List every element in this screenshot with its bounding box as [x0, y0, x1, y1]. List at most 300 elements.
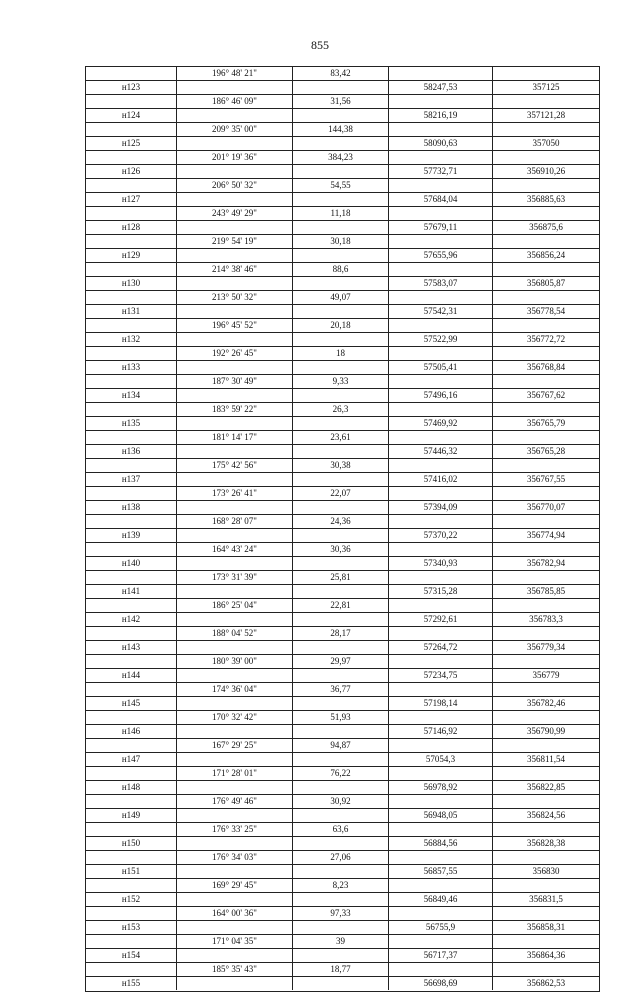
empty-cell: [388, 263, 492, 276]
empty-cell: [388, 207, 492, 220]
y-coordinate-cell: 357121,28: [492, 109, 599, 122]
point-row: [86, 921, 599, 935]
segment-row: [86, 935, 599, 949]
empty-cell: [388, 907, 492, 920]
empty-cell: [388, 123, 492, 136]
segment-length-cell: 76,22: [292, 767, 388, 780]
x-coordinate-cell: 57655,96: [388, 249, 492, 262]
point-name-cell: н143: [121, 642, 141, 652]
y-coordinate-cell: 356864,36: [492, 949, 599, 962]
empty-cell: [176, 697, 292, 710]
point-row: [86, 473, 599, 487]
empty-cell: [86, 235, 176, 248]
point-row: [86, 221, 599, 235]
page-number: 855: [311, 38, 329, 52]
segment-length-cell: 25,81: [292, 571, 388, 584]
empty-cell: [86, 123, 176, 136]
x-coordinate-cell: 57234,75: [388, 669, 492, 682]
point-name-cell: н131: [121, 306, 141, 316]
x-coordinate-cell: 57416,02: [388, 473, 492, 486]
empty-cell: [86, 599, 176, 612]
empty-cell: [176, 557, 292, 570]
point-row: [86, 361, 599, 375]
empty-cell: [176, 977, 292, 990]
y-coordinate-cell: 356770,07: [492, 501, 599, 514]
table-row: [86, 739, 599, 767]
table-row: [86, 655, 599, 683]
empty-cell: [86, 207, 176, 220]
segment-row: [86, 123, 599, 137]
y-coordinate-cell: 356779: [492, 669, 599, 682]
empty-cell: [388, 823, 492, 836]
segment-length-cell: 29,97: [292, 655, 388, 668]
empty-cell: [86, 403, 176, 416]
direction-angle-cell: 219° 54' 19": [176, 235, 292, 248]
y-coordinate-cell: 356862,53: [492, 977, 599, 990]
point-name-cell: н133: [121, 362, 141, 372]
empty-cell: [292, 109, 388, 122]
point-name-cell: н128: [121, 222, 141, 232]
empty-cell: [176, 221, 292, 234]
point-name-cell: н146: [121, 726, 141, 736]
empty-cell: [292, 557, 388, 570]
segment-length-cell: 22,07: [292, 487, 388, 500]
y-coordinate-cell: 356765,79: [492, 417, 599, 430]
y-coordinate-cell: 357050: [492, 137, 599, 150]
empty-cell: [388, 851, 492, 864]
empty-cell: [86, 795, 176, 808]
point-row: [86, 837, 599, 851]
y-coordinate-cell: 356785,85: [492, 585, 599, 598]
empty-cell: [492, 151, 599, 164]
y-coordinate-cell: 356774,94: [492, 529, 599, 542]
segment-row: [86, 235, 599, 249]
empty-cell: [492, 291, 599, 304]
segment-row: [86, 571, 599, 585]
empty-cell: [492, 347, 599, 360]
empty-cell: [388, 67, 492, 80]
y-coordinate-cell: 356778,54: [492, 305, 599, 318]
y-coordinate-cell: 356910,26: [492, 165, 599, 178]
table-row: [86, 711, 599, 739]
x-coordinate-cell: 56717,37: [388, 949, 492, 962]
table-row: [86, 235, 599, 263]
empty-cell: [86, 739, 176, 752]
empty-cell: [176, 585, 292, 598]
empty-cell: [176, 389, 292, 402]
empty-cell: [86, 683, 176, 696]
segment-length-cell: 39: [292, 935, 388, 948]
empty-cell: [492, 851, 599, 864]
direction-angle-cell: 213° 50' 32": [176, 291, 292, 304]
x-coordinate-cell: 57679,11: [388, 221, 492, 234]
empty-cell: [86, 963, 176, 976]
direction-angle-cell: 186° 25' 04": [176, 599, 292, 612]
point-name-cell: н151: [121, 866, 141, 876]
y-coordinate-cell: 356885,63: [492, 193, 599, 206]
point-name-cell: н132: [121, 334, 141, 344]
x-coordinate-cell: 58247,53: [388, 81, 492, 94]
point-name-cell: н144: [121, 670, 141, 680]
coordinates-table: [85, 66, 600, 992]
segment-length-cell: 18: [292, 347, 388, 360]
table-row: [86, 207, 599, 235]
y-coordinate-cell: 356875,6: [492, 221, 599, 234]
empty-cell: [176, 81, 292, 94]
empty-cell: [86, 179, 176, 192]
y-coordinate-cell: 357125: [492, 81, 599, 94]
table-row: [86, 543, 599, 571]
table-row: [86, 487, 599, 515]
empty-cell: [492, 487, 599, 500]
empty-cell: [292, 613, 388, 626]
point-name-cell: н126: [121, 166, 141, 176]
direction-angle-cell: 188° 04' 52": [176, 627, 292, 640]
empty-cell: [176, 725, 292, 738]
segment-length-cell: 63,6: [292, 823, 388, 836]
empty-cell: [86, 823, 176, 836]
empty-cell: [86, 711, 176, 724]
segment-length-cell: 9,33: [292, 375, 388, 388]
y-coordinate-cell: 356824,56: [492, 809, 599, 822]
direction-angle-cell: 196° 48' 21": [176, 67, 292, 80]
empty-cell: [176, 753, 292, 766]
table-row: [86, 263, 599, 291]
point-name-cell: н147: [121, 754, 141, 764]
empty-cell: [86, 515, 176, 528]
point-row: [86, 277, 599, 291]
empty-cell: [292, 193, 388, 206]
direction-angle-cell: 176° 33' 25": [176, 823, 292, 836]
direction-angle-cell: 214° 38' 46": [176, 263, 292, 276]
empty-cell: [292, 305, 388, 318]
segment-row: [86, 767, 599, 781]
empty-cell: [292, 529, 388, 542]
segment-length-cell: 30,18: [292, 235, 388, 248]
table-row: [86, 375, 599, 403]
x-coordinate-cell: 56849,46: [388, 893, 492, 906]
point-name-cell: н148: [121, 782, 141, 792]
empty-cell: [292, 333, 388, 346]
y-coordinate-cell: 356831,5: [492, 893, 599, 906]
x-coordinate-cell: 57292,61: [388, 613, 492, 626]
empty-cell: [388, 487, 492, 500]
empty-cell: [388, 235, 492, 248]
empty-cell: [388, 403, 492, 416]
y-coordinate-cell: 356782,46: [492, 697, 599, 710]
segment-row: [86, 683, 599, 697]
empty-cell: [492, 459, 599, 472]
empty-cell: [176, 529, 292, 542]
direction-angle-cell: 173° 31' 39": [176, 571, 292, 584]
segment-row: [86, 795, 599, 809]
point-row: [86, 193, 599, 207]
empty-cell: [388, 95, 492, 108]
empty-cell: [292, 753, 388, 766]
point-name-cell: н141: [121, 586, 141, 596]
x-coordinate-cell: 58216,19: [388, 109, 492, 122]
empty-cell: [388, 879, 492, 892]
table-row: [86, 879, 599, 907]
segment-row: [86, 431, 599, 445]
y-coordinate-cell: 356765,28: [492, 445, 599, 458]
empty-cell: [176, 949, 292, 962]
empty-cell: [292, 361, 388, 374]
point-name-cell: н140: [121, 558, 141, 568]
point-row: [86, 305, 599, 319]
empty-cell: [388, 543, 492, 556]
empty-cell: [176, 781, 292, 794]
direction-angle-cell: 168° 28' 07": [176, 515, 292, 528]
point-row: [86, 137, 599, 151]
x-coordinate-cell: 57496,16: [388, 389, 492, 402]
direction-angle-cell: 176° 49' 46": [176, 795, 292, 808]
x-coordinate-cell: 56857,55: [388, 865, 492, 878]
segment-length-cell: 83,42: [292, 67, 388, 80]
segment-length-cell: 23,61: [292, 431, 388, 444]
point-name-cell: н139: [121, 530, 141, 540]
empty-cell: [492, 655, 599, 668]
empty-cell: [86, 375, 176, 388]
table-row: [86, 319, 599, 347]
direction-angle-cell: 201° 19' 36": [176, 151, 292, 164]
empty-cell: [492, 207, 599, 220]
direction-angle-cell: 164° 43' 24": [176, 543, 292, 556]
empty-cell: [388, 319, 492, 332]
x-coordinate-cell: 56978,92: [388, 781, 492, 794]
direction-angle-cell: 176° 34' 03": [176, 851, 292, 864]
empty-cell: [176, 669, 292, 682]
empty-cell: [492, 879, 599, 892]
empty-cell: [388, 459, 492, 472]
empty-cell: [388, 179, 492, 192]
empty-cell: [86, 319, 176, 332]
empty-cell: [492, 907, 599, 920]
x-coordinate-cell: 57264,72: [388, 641, 492, 654]
segment-row: [86, 963, 599, 977]
point-row: [86, 977, 599, 991]
empty-cell: [176, 277, 292, 290]
empty-cell: [176, 641, 292, 654]
direction-angle-cell: 180° 39' 00": [176, 655, 292, 668]
empty-cell: [292, 781, 388, 794]
empty-cell: [176, 921, 292, 934]
empty-cell: [388, 151, 492, 164]
point-row: [86, 249, 599, 263]
table-row: [86, 459, 599, 487]
segment-length-cell: 49,07: [292, 291, 388, 304]
empty-cell: [492, 599, 599, 612]
table-row: [86, 123, 599, 151]
segment-length-cell: 31,56: [292, 95, 388, 108]
empty-cell: [176, 809, 292, 822]
empty-cell: [176, 249, 292, 262]
point-name-cell: н135: [121, 418, 141, 428]
empty-cell: [388, 739, 492, 752]
segment-length-cell: 36,77: [292, 683, 388, 696]
empty-cell: [176, 193, 292, 206]
empty-cell: [86, 879, 176, 892]
direction-angle-cell: 181° 14' 17": [176, 431, 292, 444]
point-name-cell: н137: [121, 474, 141, 484]
point-row: [86, 81, 599, 95]
table-row: [86, 963, 599, 991]
empty-cell: [492, 823, 599, 836]
table-row: [86, 431, 599, 459]
segment-row: [86, 263, 599, 277]
y-coordinate-cell: 356822,85: [492, 781, 599, 794]
point-row: [86, 445, 599, 459]
empty-cell: [176, 613, 292, 626]
segment-length-cell: 54,55: [292, 179, 388, 192]
direction-angle-cell: 164° 00' 36": [176, 907, 292, 920]
table-row: [86, 179, 599, 207]
segment-row: [86, 459, 599, 473]
empty-cell: [388, 375, 492, 388]
direction-angle-cell: 196° 45' 52": [176, 319, 292, 332]
y-coordinate-cell: 356767,55: [492, 473, 599, 486]
y-coordinate-cell: 356772,72: [492, 333, 599, 346]
x-coordinate-cell: 56884,56: [388, 837, 492, 850]
empty-cell: [292, 697, 388, 710]
empty-cell: [86, 907, 176, 920]
empty-cell: [86, 263, 176, 276]
segment-row: [86, 655, 599, 669]
empty-cell: [292, 725, 388, 738]
table-row: [86, 95, 599, 123]
point-row: [86, 501, 599, 515]
y-coordinate-cell: 356767,62: [492, 389, 599, 402]
table-row: [86, 151, 599, 179]
segment-row: [86, 739, 599, 753]
empty-cell: [292, 389, 388, 402]
point-row: [86, 753, 599, 767]
empty-cell: [388, 935, 492, 948]
empty-cell: [86, 627, 176, 640]
empty-cell: [292, 893, 388, 906]
direction-angle-cell: 170° 32' 42": [176, 711, 292, 724]
table-row: [86, 935, 599, 963]
direction-angle-cell: 187° 30' 49": [176, 375, 292, 388]
x-coordinate-cell: 57340,93: [388, 557, 492, 570]
table-row: [86, 683, 599, 711]
segment-length-cell: 51,93: [292, 711, 388, 724]
segment-row: [86, 403, 599, 417]
empty-cell: [292, 501, 388, 514]
point-name-cell: н136: [121, 446, 141, 456]
empty-cell: [292, 837, 388, 850]
y-coordinate-cell: 356856,24: [492, 249, 599, 262]
segment-row: [86, 375, 599, 389]
empty-cell: [292, 473, 388, 486]
x-coordinate-cell: 57198,14: [388, 697, 492, 710]
point-name-cell: н129: [121, 250, 141, 260]
empty-cell: [388, 795, 492, 808]
point-row: [86, 641, 599, 655]
direction-angle-cell: 243° 49' 29": [176, 207, 292, 220]
empty-cell: [492, 235, 599, 248]
segment-length-cell: 11,18: [292, 207, 388, 220]
point-row: [86, 333, 599, 347]
empty-cell: [388, 291, 492, 304]
segment-row: [86, 347, 599, 361]
direction-angle-cell: 183° 59' 22": [176, 403, 292, 416]
direction-angle-cell: 173° 26' 41": [176, 487, 292, 500]
point-row: [86, 585, 599, 599]
empty-cell: [176, 137, 292, 150]
segment-row: [86, 879, 599, 893]
empty-cell: [86, 67, 176, 80]
empty-cell: [292, 277, 388, 290]
segment-row: [86, 291, 599, 305]
x-coordinate-cell: 57542,31: [388, 305, 492, 318]
empty-cell: [492, 95, 599, 108]
empty-cell: [492, 795, 599, 808]
direction-angle-cell: 171° 04' 35": [176, 935, 292, 948]
table-row: [86, 403, 599, 431]
empty-cell: [292, 865, 388, 878]
segment-row: [86, 823, 599, 837]
empty-cell: [292, 165, 388, 178]
empty-cell: [492, 123, 599, 136]
table-row: [86, 515, 599, 543]
point-name-cell: н134: [121, 390, 141, 400]
empty-cell: [492, 683, 599, 696]
empty-cell: [492, 627, 599, 640]
table-row: [86, 767, 599, 795]
point-row: [86, 557, 599, 571]
point-row: [86, 781, 599, 795]
empty-cell: [492, 515, 599, 528]
segment-row: [86, 67, 599, 81]
segment-row: [86, 515, 599, 529]
segment-length-cell: 30,92: [292, 795, 388, 808]
segment-length-cell: 97,33: [292, 907, 388, 920]
x-coordinate-cell: 57054,3: [388, 753, 492, 766]
empty-cell: [492, 403, 599, 416]
point-row: [86, 669, 599, 683]
point-row: [86, 725, 599, 739]
empty-cell: [176, 445, 292, 458]
empty-cell: [388, 655, 492, 668]
empty-cell: [388, 767, 492, 780]
segment-length-cell: 24,36: [292, 515, 388, 528]
empty-cell: [292, 221, 388, 234]
direction-angle-cell: 175° 42' 56": [176, 459, 292, 472]
point-row: [86, 389, 599, 403]
empty-cell: [492, 375, 599, 388]
empty-cell: [176, 501, 292, 514]
segment-length-cell: 20,18: [292, 319, 388, 332]
empty-cell: [86, 459, 176, 472]
point-name-cell: н138: [121, 502, 141, 512]
empty-cell: [86, 767, 176, 780]
segment-length-cell: 26,3: [292, 403, 388, 416]
empty-cell: [388, 431, 492, 444]
y-coordinate-cell: 356828,38: [492, 837, 599, 850]
empty-cell: [388, 347, 492, 360]
segment-length-cell: 8,23: [292, 879, 388, 892]
empty-cell: [176, 893, 292, 906]
empty-cell: [292, 137, 388, 150]
empty-cell: [492, 711, 599, 724]
empty-cell: [292, 585, 388, 598]
empty-cell: [292, 249, 388, 262]
point-name-cell: н155: [121, 978, 141, 988]
y-coordinate-cell: 356805,87: [492, 277, 599, 290]
segment-row: [86, 851, 599, 865]
segment-length-cell: 88,6: [292, 263, 388, 276]
